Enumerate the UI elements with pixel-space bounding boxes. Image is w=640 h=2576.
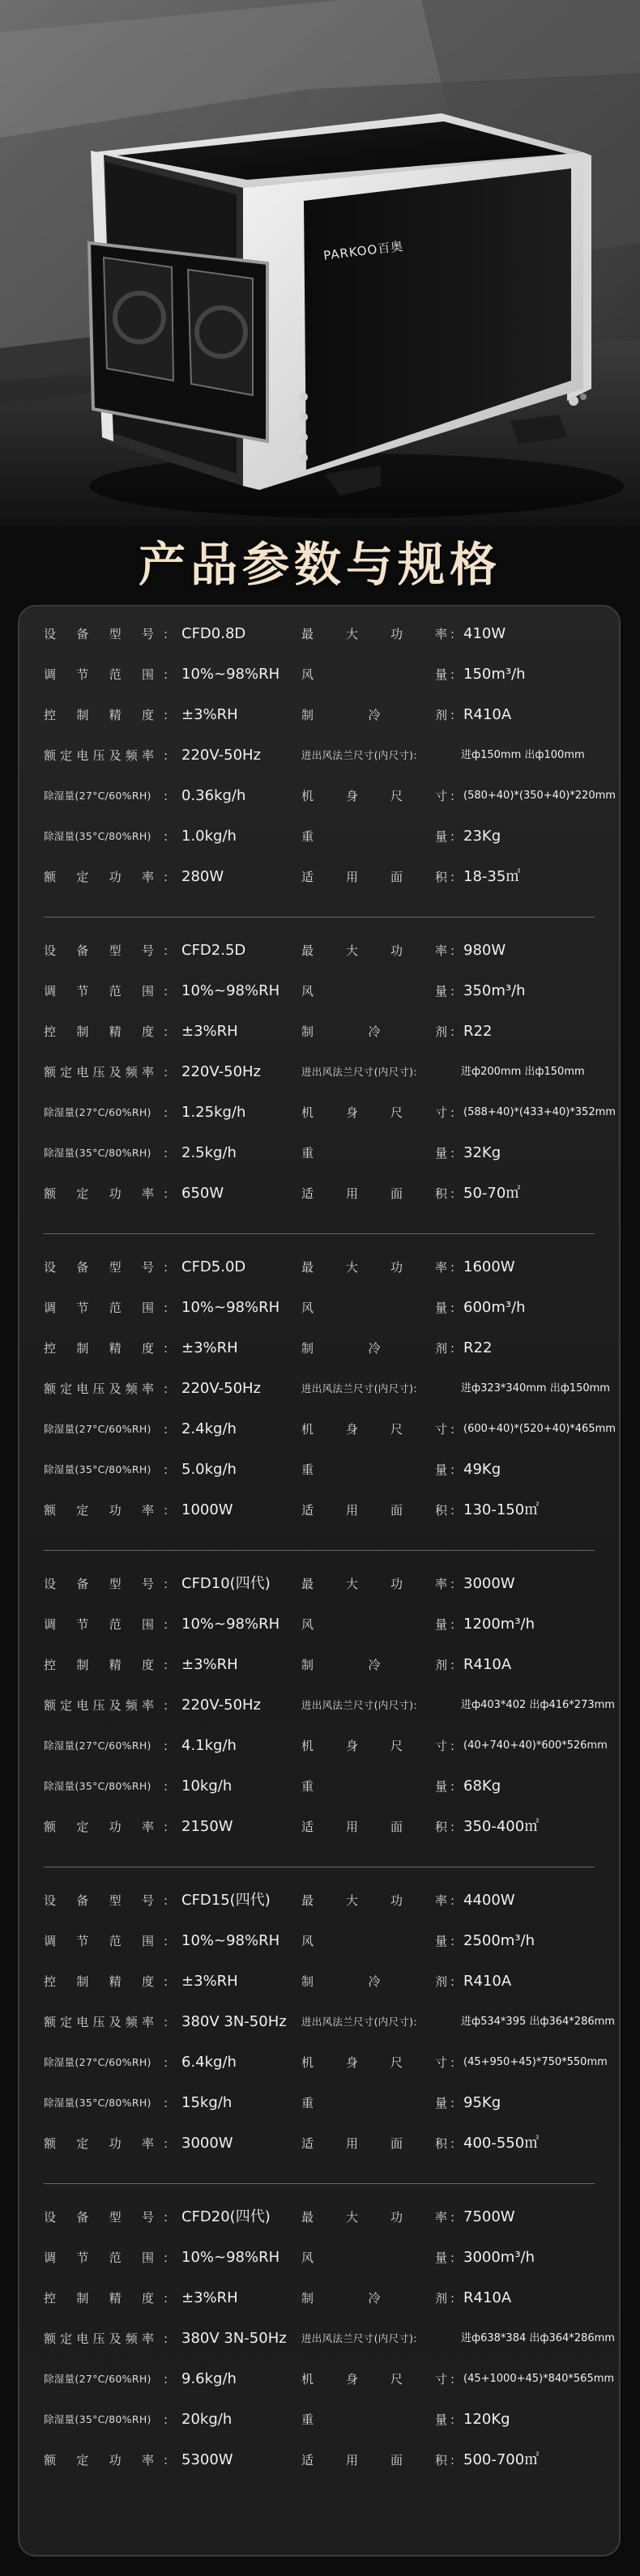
spec-label-airflow: 风 量 [301, 1617, 447, 1632]
spec-label-weight: 重 量 [301, 1779, 447, 1794]
spec-value-precision: ±3%RH [181, 1973, 238, 1990]
spec-value-maxpower: 7500W [463, 2208, 515, 2225]
spec-label-weight: 重 量 [301, 829, 447, 844]
block-divider [44, 1233, 595, 1234]
colon: : [450, 1617, 455, 1632]
spec-value-range: 10%~98%RH [181, 2249, 280, 2266]
colon: : [164, 1341, 169, 1356]
spec-value-range: 10%~98%RH [181, 1299, 280, 1316]
colon: : [164, 1065, 169, 1079]
colon: : [164, 2453, 169, 2467]
colon: : [450, 1577, 455, 1591]
spec-row [44, 1613, 595, 1636]
spec-label-flange: 进出风法兰尺寸(内尺寸): [301, 2332, 417, 2344]
colon: : [164, 789, 169, 803]
colon: : [450, 627, 455, 641]
spec-value-dehum35: 5.0kg/h [181, 1461, 237, 1478]
spec-value-model: CFD10(四代) [181, 1575, 271, 1592]
colon: : [450, 1146, 455, 1160]
spec-row [44, 1694, 615, 1717]
colon: : [164, 1779, 169, 1794]
spec-label-power: 额 定 功 率 [44, 2453, 154, 2467]
colon: : [164, 2412, 169, 2427]
spec-label-weight: 重 量 [301, 2412, 447, 2427]
spec-value-airflow: 150m³/h [463, 666, 526, 683]
spec-label-voltage: 额 定 电 压 及 频 率 [44, 1065, 154, 1079]
spec-label-flange: 进出风法兰尺寸(内尺寸): [301, 1699, 417, 1711]
spec-value-size: (40+740+40)*600*526mm [463, 1739, 608, 1752]
spec-value-maxpower: 3000W [463, 1575, 515, 1592]
colon: : [164, 1105, 169, 1120]
spec-row [44, 2092, 595, 2114]
colon: : [164, 1422, 169, 1437]
colon: : [450, 1893, 455, 1908]
spec-row [44, 1297, 595, 1319]
spec-value-airflow: 3000m³/h [463, 2249, 535, 2266]
spec-label-airflow: 风 量 [301, 1934, 447, 1948]
spec-value-area: 500-700㎡ [463, 2451, 540, 2468]
spec-value-airflow: 600m³/h [463, 1299, 526, 1316]
spec-label-maxpower: 最 大 功 率 [301, 1260, 447, 1275]
spec-label-maxpower: 最 大 功 率 [301, 943, 447, 958]
spec-label-dehum27: 除湿量(27°C/60%RH) [44, 1106, 151, 1118]
spec-label-voltage: 额 定 电 压 及 频 率 [44, 2015, 154, 2029]
spec-label-dehum27: 除湿量(27°C/60%RH) [44, 1423, 151, 1435]
spec-label-model: 设 备 型 号 [44, 2210, 154, 2225]
spec-label-refrigerant: 制 冷 剂 [301, 1974, 447, 1989]
colon: : [164, 943, 169, 958]
spec-value-voltage: 380V 3N-50Hz [181, 2013, 287, 2030]
colon: : [450, 943, 455, 958]
spec-label-power: 额 定 功 率 [44, 1820, 154, 1834]
colon: : [450, 708, 455, 722]
spec-row [44, 1573, 595, 1595]
block-divider [44, 917, 595, 918]
spec-row [44, 1182, 595, 1205]
spec-label-dehum27: 除湿量(27°C/60%RH) [44, 1739, 151, 1752]
spec-row [44, 1458, 595, 1481]
spec-label-refrigerant: 制 冷 剂 [301, 1024, 447, 1039]
spec-label-voltage: 额 定 电 压 及 频 率 [44, 1382, 154, 1396]
colon: : [450, 1779, 455, 1794]
spec-row [44, 1337, 595, 1360]
spec-value-voltage: 220V-50Hz [181, 747, 261, 764]
spec-value-refrigerant: R22 [463, 1339, 493, 1356]
colon: : [450, 1658, 455, 1672]
spec-label-airflow: 风 量 [301, 2250, 447, 2265]
spec-value-weight: 23Kg [463, 828, 501, 845]
spec-label-area: 适 用 面 积 [301, 1503, 447, 1518]
spec-value-refrigerant: R410A [463, 1656, 512, 1673]
colon: : [164, 1382, 169, 1396]
spec-value-size: (588+40)*(433+40)*352mm [463, 1106, 616, 1118]
spec-value-airflow: 2500m³/h [463, 1932, 535, 1949]
spec-row [44, 1101, 616, 1124]
spec-value-flange: 进ф638*384 出ф364*286mm [461, 2332, 615, 2344]
spec-row [44, 623, 595, 645]
spec-row [44, 1020, 595, 1043]
spec-value-flange: 进ф200mm 出ф150mm [461, 1066, 585, 1078]
spec-label-dehum27: 除湿量(27°C/60%RH) [44, 2056, 151, 2068]
colon: : [164, 1820, 169, 1834]
colon: : [450, 1503, 455, 1518]
spec-row [44, 2246, 595, 2269]
spec-label-power: 额 定 功 率 [44, 870, 154, 884]
spec-value-voltage: 380V 3N-50Hz [181, 2330, 287, 2347]
hero-product-image [0, 0, 640, 526]
spec-row [44, 2206, 595, 2229]
spec-label-range: 调 节 范 围 [44, 1301, 154, 1315]
spec-label-airflow: 风 量 [301, 667, 447, 682]
dehumidifier-illustration [0, 0, 640, 526]
colon: : [450, 2412, 455, 2427]
spec-label-power: 额 定 功 率 [44, 1186, 154, 1201]
spec-label-dehum35: 除湿量(35°C/80%RH) [44, 1463, 151, 1475]
colon: : [164, 2055, 169, 2070]
colon: : [164, 2136, 169, 2151]
brand-logo: PARKOO百奥 [322, 238, 405, 263]
spec-value-airflow: 1200m³/h [463, 1616, 535, 1633]
colon: : [164, 708, 169, 722]
colon: : [164, 984, 169, 998]
colon: : [450, 789, 455, 803]
spec-value-weight: 95Kg [463, 2094, 501, 2111]
colon: : [164, 1934, 169, 1948]
spec-label-size: 机 身 尺 寸 [301, 789, 447, 803]
spec-value-precision: ±3%RH [181, 2289, 238, 2306]
colon: : [450, 1739, 455, 1753]
spec-value-size: (45+1000+45)*840*565mm [463, 2373, 615, 2385]
spec-row [44, 2051, 608, 2074]
colon: : [450, 1422, 455, 1437]
spec-value-refrigerant: R410A [463, 1973, 512, 1990]
colon: : [164, 2015, 169, 2029]
spec-value-area: 50-70㎡ [463, 1185, 521, 1202]
spec-label-model: 设 备 型 号 [44, 943, 154, 958]
spec-value-range: 10%~98%RH [181, 1932, 280, 1949]
spec-row [44, 1654, 595, 1676]
spec-label-refrigerant: 制 冷 剂 [301, 1658, 447, 1672]
spec-label-dehum35: 除湿量(35°C/80%RH) [44, 1147, 151, 1159]
colon: : [164, 2096, 169, 2110]
spec-label-range: 调 节 范 围 [44, 1934, 154, 1948]
spec-label-model: 设 备 型 号 [44, 627, 154, 641]
spec-value-dehum35: 15kg/h [181, 2094, 233, 2111]
colon: : [450, 829, 455, 844]
colon: : [164, 1024, 169, 1039]
colon: : [164, 748, 169, 763]
spec-value-weight: 68Kg [463, 1778, 501, 1795]
spec-value-range: 10%~98%RH [181, 982, 280, 999]
block-divider [44, 2183, 595, 2184]
colon: : [450, 984, 455, 998]
colon: : [450, 1260, 455, 1275]
spec-value-dehum35: 1.0kg/h [181, 828, 237, 845]
spec-label-area: 适 用 面 积 [301, 1820, 447, 1834]
spec-value-flange: 进ф323*340mm 出ф150mm [461, 1382, 610, 1394]
colon: : [164, 1301, 169, 1315]
spec-value-power: 1000W [181, 1501, 233, 1518]
colon: : [164, 1463, 169, 1477]
spec-label-model: 设 备 型 号 [44, 1893, 154, 1908]
colon: : [450, 2291, 455, 2306]
spec-value-power: 2150W [181, 1818, 233, 1835]
spec-label-area: 适 用 面 积 [301, 1186, 447, 1201]
spec-value-maxpower: 1600W [463, 1258, 515, 1275]
spec-value-dehum35: 20kg/h [181, 2411, 233, 2428]
spec-value-flange: 进ф403*402 出ф416*273mm [461, 1699, 615, 1711]
spec-label-area: 适 用 面 积 [301, 2453, 447, 2467]
spec-value-maxpower: 4400W [463, 1892, 515, 1909]
colon: : [164, 870, 169, 884]
spec-value-refrigerant: R410A [463, 706, 512, 723]
spec-value-model: CFD2.5D [181, 942, 246, 959]
spec-label-area: 适 用 面 积 [301, 870, 447, 884]
spec-label-voltage: 额 定 电 压 及 频 率 [44, 748, 154, 763]
spec-value-maxpower: 410W [463, 625, 506, 642]
colon: : [450, 1934, 455, 1948]
colon: : [164, 667, 169, 682]
spec-value-precision: ±3%RH [181, 1656, 238, 1673]
spec-label-flange: 进出风法兰尺寸(内尺寸): [301, 1382, 417, 1394]
spec-value-range: 10%~98%RH [181, 666, 280, 683]
spec-label-power: 额 定 功 率 [44, 1503, 154, 1518]
spec-row [44, 2449, 595, 2472]
spec-row [44, 2287, 595, 2310]
spec-label-dehum27: 除湿量(27°C/60%RH) [44, 790, 151, 802]
spec-label-precision: 控 制 精 度 [44, 1341, 154, 1356]
spec-label-maxpower: 最 大 功 率 [301, 2210, 447, 2225]
spec-value-dehum27: 2.4kg/h [181, 1420, 237, 1437]
spec-value-precision: ±3%RH [181, 1339, 238, 1356]
colon: : [450, 1301, 455, 1315]
colon: : [164, 2291, 169, 2306]
spec-label-precision: 控 制 精 度 [44, 1658, 154, 1672]
colon: : [450, 1820, 455, 1834]
spec-label-flange: 进出风法兰尺寸(内尺寸): [301, 1066, 417, 1078]
colon: : [164, 2372, 169, 2387]
spec-label-dehum35: 除湿量(35°C/80%RH) [44, 1780, 151, 1792]
colon: : [450, 667, 455, 682]
spec-row [44, 785, 616, 807]
colon: : [164, 1698, 169, 1713]
spec-value-size: (600+40)*(520+40)*465mm [463, 1423, 616, 1435]
spec-label-maxpower: 最 大 功 率 [301, 627, 447, 641]
spec-label-size: 机 身 尺 寸 [301, 2055, 447, 2070]
spec-label-dehum35: 除湿量(35°C/80%RH) [44, 2097, 151, 2109]
spec-value-weight: 32Kg [463, 1144, 501, 1161]
colon: : [164, 1186, 169, 1201]
spec-panel [18, 605, 621, 2557]
spec-value-dehum35: 10kg/h [181, 1778, 233, 1795]
colon: : [164, 1893, 169, 1908]
spec-value-dehum35: 2.5kg/h [181, 1144, 237, 1161]
spec-value-voltage: 220V-50Hz [181, 1380, 261, 1397]
spec-label-dehum35: 除湿量(35°C/80%RH) [44, 830, 151, 842]
colon: : [450, 1105, 455, 1120]
spec-label-weight: 重 量 [301, 1146, 447, 1160]
colon: : [450, 870, 455, 884]
spec-row [44, 1061, 595, 1084]
spec-row [44, 1775, 595, 1798]
spec-value-model: CFD15(四代) [181, 1892, 271, 1909]
spec-label-range: 调 节 范 围 [44, 984, 154, 998]
spec-value-maxpower: 980W [463, 942, 506, 959]
spec-value-power: 3000W [181, 2135, 233, 2152]
spec-label-refrigerant: 制 冷 剂 [301, 1341, 447, 1356]
spec-value-precision: ±3%RH [181, 1023, 238, 1040]
colon: : [164, 1260, 169, 1275]
colon: : [450, 2055, 455, 2070]
spec-value-dehum27: 6.4kg/h [181, 2054, 237, 2071]
spec-row [44, 1735, 608, 1757]
spec-label-airflow: 风 量 [301, 984, 447, 998]
spec-value-voltage: 220V-50Hz [181, 1063, 261, 1080]
colon: : [450, 2372, 455, 2387]
spec-value-weight: 120Kg [463, 2411, 510, 2428]
spec-value-power: 280W [181, 868, 224, 885]
spec-label-size: 机 身 尺 寸 [301, 1105, 447, 1120]
colon: : [450, 1186, 455, 1201]
spec-label-precision: 控 制 精 度 [44, 708, 154, 722]
spec-row [44, 866, 595, 888]
spec-label-model: 设 备 型 号 [44, 1260, 154, 1275]
colon: : [164, 1577, 169, 1591]
spec-label-range: 调 节 范 围 [44, 2250, 154, 2265]
spec-label-maxpower: 最 大 功 率 [301, 1893, 447, 1908]
spec-row [44, 825, 595, 848]
colon: : [450, 2250, 455, 2265]
spec-value-area: 400-550㎡ [463, 2135, 540, 2152]
spec-value-area: 18-35㎡ [463, 868, 521, 885]
spec-row [44, 1499, 595, 1522]
spec-label-precision: 控 制 精 度 [44, 1024, 154, 1039]
spec-label-refrigerant: 制 冷 剂 [301, 708, 447, 722]
spec-label-flange: 进出风法兰尺寸(内尺寸): [301, 749, 417, 761]
spec-label-weight: 重 量 [301, 2096, 447, 2110]
spec-value-area: 130-150㎡ [463, 1501, 540, 1518]
spec-value-size: (45+950+45)*750*550mm [463, 2056, 608, 2068]
spec-value-power: 5300W [181, 2451, 233, 2468]
colon: : [450, 1024, 455, 1039]
spec-label-refrigerant: 制 冷 剂 [301, 2291, 447, 2306]
spec-label-range: 调 节 范 围 [44, 667, 154, 682]
spec-row [44, 2132, 595, 2155]
spec-value-dehum27: 1.25kg/h [181, 1104, 246, 1121]
spec-value-refrigerant: R22 [463, 1023, 493, 1040]
spec-row [44, 939, 595, 962]
spec-row [44, 744, 595, 767]
spec-row [44, 1816, 595, 1838]
colon: : [164, 829, 169, 844]
colon: : [164, 1739, 169, 1753]
spec-row [44, 2011, 615, 2033]
colon: : [450, 2096, 455, 2110]
spec-value-weight: 49Kg [463, 1461, 501, 1478]
spec-row [44, 2327, 615, 2350]
spec-row [44, 980, 595, 1003]
spec-value-model: CFD5.0D [181, 1258, 246, 1275]
spec-value-precision: ±3%RH [181, 706, 238, 723]
spec-value-flange: 进ф534*395 出ф364*286mm [461, 2016, 615, 2028]
colon: : [164, 1617, 169, 1632]
spec-label-dehum35: 除湿量(35°C/80%RH) [44, 2413, 151, 2425]
colon: : [450, 1463, 455, 1477]
spec-row [44, 704, 595, 726]
spec-value-voltage: 220V-50Hz [181, 1697, 261, 1714]
spec-label-range: 调 节 范 围 [44, 1617, 154, 1632]
spec-row [44, 1970, 595, 1993]
colon: : [450, 2210, 455, 2225]
spec-row [44, 1256, 595, 1279]
spec-row [44, 663, 595, 686]
spec-value-model: CFD0.8D [181, 625, 246, 642]
spec-value-model: CFD20(四代) [181, 2208, 271, 2225]
colon: : [164, 627, 169, 641]
spec-label-flange: 进出风法兰尺寸(内尺寸): [301, 2016, 417, 2028]
spec-label-weight: 重 量 [301, 1463, 447, 1477]
spec-label-power: 额 定 功 率 [44, 2136, 154, 2151]
spec-row [44, 1142, 595, 1165]
colon: : [164, 1503, 169, 1518]
spec-label-area: 适 用 面 积 [301, 2136, 447, 2151]
page-title: 产品参数与规格 [138, 537, 501, 592]
colon: : [164, 1974, 169, 1989]
spec-label-size: 机 身 尺 寸 [301, 2372, 447, 2387]
spec-value-refrigerant: R410A [463, 2289, 512, 2306]
spec-label-model: 设 备 型 号 [44, 1577, 154, 1591]
colon: : [164, 1146, 169, 1160]
colon: : [164, 2210, 169, 2225]
spec-value-range: 10%~98%RH [181, 1616, 280, 1633]
spec-value-dehum27: 0.36kg/h [181, 787, 246, 804]
spec-label-voltage: 额 定 电 压 及 频 率 [44, 1698, 154, 1713]
spec-label-voltage: 额 定 电 压 及 频 率 [44, 2331, 154, 2346]
colon: : [164, 1658, 169, 1672]
colon: : [450, 2453, 455, 2467]
spec-value-area: 350-400㎡ [463, 1818, 540, 1835]
colon: : [450, 1974, 455, 1989]
spec-row [44, 1377, 610, 1400]
spec-label-dehum27: 除湿量(27°C/60%RH) [44, 2373, 151, 2385]
colon: : [164, 2250, 169, 2265]
colon: : [164, 2331, 169, 2346]
spec-value-size: (580+40)*(350+40)*220mm [463, 790, 616, 802]
colon: : [450, 1341, 455, 1356]
spec-label-precision: 控 制 精 度 [44, 2291, 154, 2306]
spec-value-airflow: 350m³/h [463, 982, 526, 999]
spec-label-size: 机 身 尺 寸 [301, 1739, 447, 1753]
spec-value-dehum27: 4.1kg/h [181, 1737, 237, 1754]
spec-value-flange: 进ф150mm 出ф100mm [461, 749, 585, 761]
spec-label-airflow: 风 量 [301, 1301, 447, 1315]
page-title-wrap [0, 526, 640, 594]
spec-row [44, 1930, 595, 1952]
spec-row [44, 1418, 616, 1441]
spec-label-size: 机 身 尺 寸 [301, 1422, 447, 1437]
colon: : [450, 2136, 455, 2151]
block-divider [44, 1550, 595, 1551]
spec-label-precision: 控 制 精 度 [44, 1974, 154, 1989]
spec-label-maxpower: 最 大 功 率 [301, 1577, 447, 1591]
spec-value-dehum27: 9.6kg/h [181, 2370, 237, 2387]
spec-row [44, 2408, 595, 2431]
spec-row [44, 1889, 595, 1912]
spec-value-power: 650W [181, 1185, 224, 1202]
spec-row [44, 2368, 615, 2391]
